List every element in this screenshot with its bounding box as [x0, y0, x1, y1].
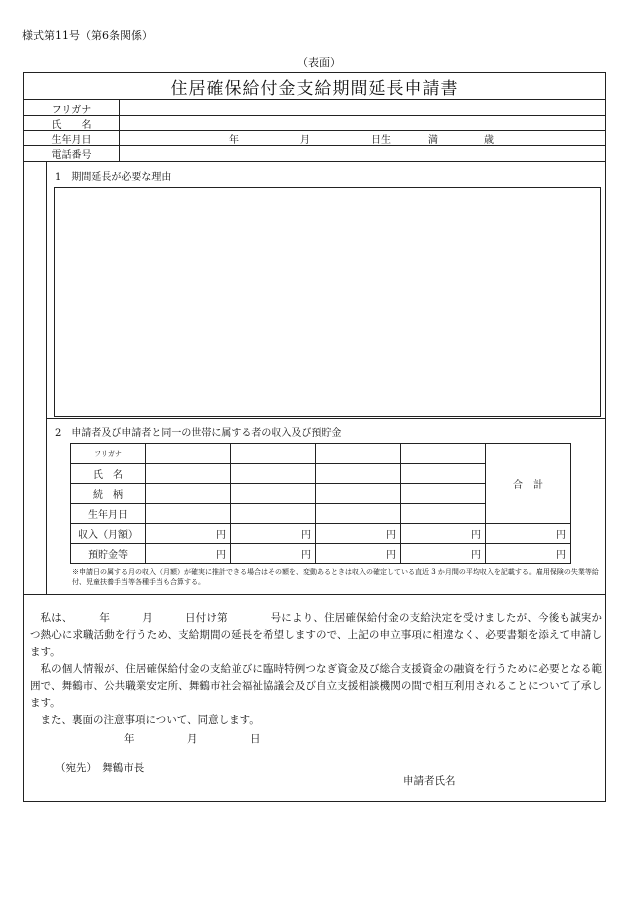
income-table	[70, 443, 571, 564]
row-label: 預貯金等	[71, 544, 146, 564]
row-label: 収入（月額）	[71, 524, 146, 544]
declaration-p2: 私の個人情報が、住居確保給付金の支給並びに臨時特例つなぎ資金及び総合支援資金の融資を行うために必要となる範囲で、舞鶴市、公共職業安定所、舞鶴市社会福祉協議会及び自立支援相談機関の間で相互利用されることについて了承します。	[30, 663, 602, 709]
table-cell[interactable]	[146, 464, 231, 484]
divider	[24, 594, 605, 595]
age-suffix: 歳	[484, 135, 494, 146]
applicant-name-label: 申請者氏名	[403, 775, 456, 787]
form-number: 様式第11号（第6条関係）	[22, 29, 153, 42]
yen-cell[interactable]: 円	[316, 524, 401, 544]
divider	[24, 161, 605, 162]
yen-cell[interactable]: 円	[231, 524, 316, 544]
table-cell[interactable]	[401, 484, 486, 504]
divider	[46, 418, 605, 419]
birth-year-unit: 年	[229, 135, 239, 146]
table-row	[71, 444, 571, 464]
table-cell[interactable]	[231, 444, 316, 464]
declaration-p3: また、裏面の注意事項について、同意します。	[40, 714, 260, 726]
furigana-label: フリガナ	[51, 105, 92, 116]
reason-textarea[interactable]	[54, 187, 601, 417]
yen-cell[interactable]: 円	[486, 544, 571, 564]
table-cell[interactable]	[146, 504, 231, 524]
table-cell[interactable]	[401, 444, 486, 464]
yen-cell[interactable]: 円	[401, 544, 486, 564]
phone-label: 電話番号	[51, 150, 92, 161]
declaration-p1: 私は、 年 月 日付け第 号により、住居確保給付金の支給決定を受けましたが、今後も誠実かつ熱心に求職活動を行うため、支給期間の延長を希望しますので、上記の申立事項に相違なく、必要書類を添えて申請します。	[30, 612, 602, 658]
row-label: 生年月日	[71, 504, 146, 524]
yen-cell[interactable]: 円	[146, 544, 231, 564]
row-label: 続 柄	[71, 484, 146, 504]
table-cell[interactable]	[231, 504, 316, 524]
table-cell[interactable]	[146, 484, 231, 504]
application-date: 年 月 日	[124, 733, 261, 745]
name-field[interactable]	[120, 116, 604, 129]
table-cell[interactable]	[146, 444, 231, 464]
total-label: 合 計	[486, 444, 571, 524]
yen-cell[interactable]: 円	[316, 544, 401, 564]
declaration-text	[30, 610, 602, 729]
table-cell[interactable]	[401, 504, 486, 524]
table-cell[interactable]	[316, 444, 401, 464]
side-label: （表面）	[297, 56, 341, 69]
yen-cell[interactable]: 円	[401, 524, 486, 544]
section2-title: 2 申請者及び申請者と同一の世帯に属する者の収入及び預貯金	[55, 428, 342, 439]
age-prefix: 満	[428, 135, 438, 146]
furigana-field[interactable]	[120, 100, 604, 114]
phone-field[interactable]	[120, 146, 604, 160]
row-label: フリガナ	[71, 444, 146, 464]
table-cell[interactable]	[316, 504, 401, 524]
birth-day-unit: 日生	[371, 135, 391, 146]
yen-cell[interactable]: 円	[486, 524, 571, 544]
section1-title: 1 期間延長が必要な理由	[55, 172, 172, 183]
addressee: （宛先） 舞鶴市長	[55, 762, 145, 774]
table-row	[71, 544, 571, 564]
table-cell[interactable]	[401, 464, 486, 484]
income-note: ※申請日の属する月の収入（月額）が確実に推計できる場合はその額を、変動あるときは収入の確定している直近 3 か月間の平均収入を記載する。雇用保険の失業等給付、児童扶養手当等各種手当も合算する。	[72, 568, 599, 586]
table-cell[interactable]	[316, 464, 401, 484]
table-cell[interactable]	[231, 464, 316, 484]
birthdate-label: 生年月日	[51, 135, 92, 146]
row-label: 氏 名	[71, 464, 146, 484]
table-row	[71, 524, 571, 544]
name-label: 氏 名	[51, 120, 92, 131]
table-cell[interactable]	[316, 484, 401, 504]
yen-cell[interactable]: 円	[231, 544, 316, 564]
form-title: 住居確保給付金支給期間延長申請書	[170, 79, 459, 99]
birth-month-unit: 月	[300, 135, 310, 146]
table-cell[interactable]	[231, 484, 316, 504]
divider	[46, 161, 47, 595]
yen-cell[interactable]: 円	[146, 524, 231, 544]
